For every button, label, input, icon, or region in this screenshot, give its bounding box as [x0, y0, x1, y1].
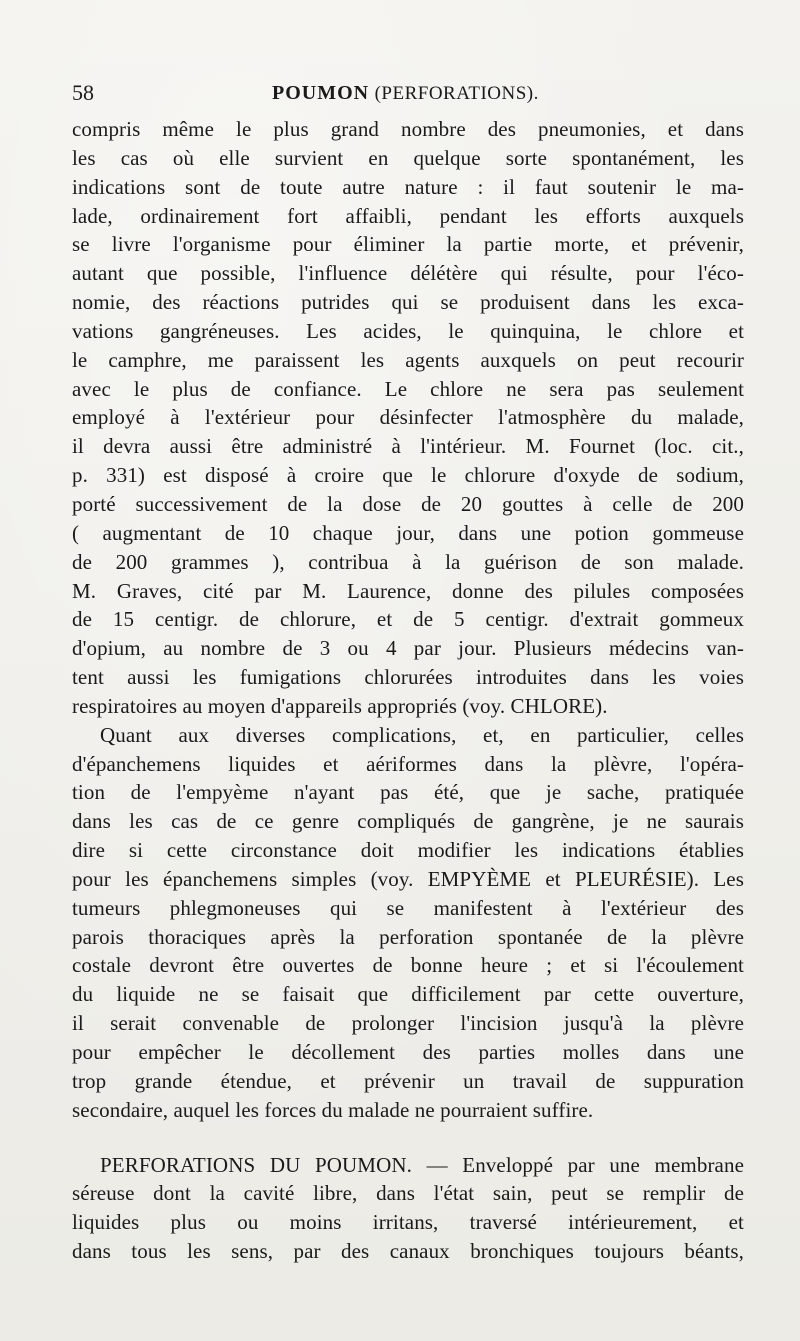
running-title-sub: (PERFORATIONS).	[374, 83, 539, 104]
text-line: d'opium, au nombre de 3 ou 4 par jour. Plusieurs médecins van-	[72, 636, 744, 661]
paragraph-treatment	[72, 115, 744, 721]
text-line: costale devront être ouvertes de bonne heure ; et si l'écoulement	[72, 953, 744, 978]
body-text	[72, 115, 744, 1266]
text-line: pour les épanchemens simples (voy. EMPYÈME et PLEURÉSIE). Les	[72, 866, 744, 891]
text-line: il devra aussi être administré à l'intérieur. M. Fournet (loc. cit.,	[72, 434, 744, 459]
running-title-main: POUMON	[272, 82, 370, 104]
text-line: de 200 grammes ), contribua à la guérison de son malade.	[72, 549, 744, 574]
text-line: M. Graves, cité par M. Laurence, donne des pilules composées	[72, 578, 744, 603]
text-line: du liquide ne se faisait que difficilement par cette ouverture,	[72, 982, 744, 1007]
section-gap	[72, 1125, 744, 1151]
text-line: le camphre, me paraissent les agents auxquels on peut recourir	[72, 347, 744, 372]
text-line: porté successivement de la dose de 20 gouttes à celle de 200	[72, 491, 744, 516]
text-line: il serait convenable de prolonger l'incision jusqu'à la plèvre	[72, 1011, 744, 1036]
paragraph-perforations	[72, 1151, 744, 1266]
running-head	[72, 78, 744, 110]
text-line: liquides plus ou moins irritans, traversé intérieurement, et	[72, 1210, 744, 1235]
text-line: indications sont de toute autre nature : il faut soutenir le ma-	[72, 174, 744, 199]
text-line: employé à l'extérieur pour désinfecter l'atmosphère du malade,	[72, 405, 744, 430]
text-line: compris même le plus grand nombre des pneumonies, et dans	[72, 117, 744, 141]
text-line: parois thoraciques après la perforation spontanée de la plèvre	[72, 924, 744, 949]
text-line: secondaire, auquel les forces du malade ne pourraient suffire.	[72, 1097, 594, 1122]
running-title	[272, 78, 539, 109]
text-line: autant que possible, l'influence délétère qui résulte, pour l'éco-	[72, 261, 744, 286]
text-line: lade, ordinairement fort affaibli, pendant les efforts auxquels	[72, 203, 744, 228]
text-line: tion de l'empyème n'ayant pas été, que je sache, pratiquée	[72, 780, 744, 805]
text-line: de 15 centigr. de chlorure, et de 5 centigr. d'extrait gommeux	[72, 607, 744, 632]
text-line: dire si cette circonstance doit modifier les indications établies	[72, 838, 744, 863]
page-number: 58	[72, 80, 94, 105]
text-line: vations gangréneuses. Les acides, le quinquina, le chlore et	[72, 318, 744, 343]
text-line: avec le plus de confiance. Le chlore ne sera pas seulement	[72, 376, 744, 401]
text-line: séreuse dont la cavité libre, dans l'état sain, peut se remplir de	[72, 1181, 744, 1206]
text-line: d'épanchemens liquides et aériformes dans la plèvre, l'opéra-	[72, 751, 744, 776]
text-line: se livre l'organisme pour éliminer la partie morte, et prévenir,	[72, 232, 744, 257]
text-line: ( augmentant de 10 chaque jour, dans une potion gommeuse	[72, 520, 744, 545]
text-line: PERFORATIONS DU POUMON. — Enveloppé par une membrane	[100, 1152, 744, 1177]
text-line: Quant aux diverses complications, et, en particulier, celles	[100, 722, 744, 747]
text-line: p. 331) est disposé à croire que le chlorure d'oxyde de sodium,	[72, 463, 744, 488]
text-line: tumeurs phlegmoneuses qui se manifestent à l'extérieur des	[72, 895, 744, 920]
text-line: dans tous les sens, par des canaux bronchiques toujours béants,	[72, 1239, 744, 1264]
text-line: nomie, des réactions putrides qui se produisent dans les exca-	[72, 290, 744, 315]
text-line: pour empêcher le décollement des parties molles dans une	[72, 1040, 744, 1064]
text-line: dans les cas de ce genre compliqués de gangrène, je ne saurais	[72, 809, 744, 834]
text-line: tent aussi les fumigations chlorurées introduites dans les voies	[72, 665, 744, 690]
text-line: trop grande étendue, et prévenir un travail de suppuration	[72, 1068, 744, 1093]
text-line: respiratoires au moyen d'appareils appropriés (voy. CHLORE).	[72, 693, 608, 718]
paragraph-complications	[72, 721, 744, 1125]
text-line: les cas où elle survient en quelque sorte spontanément, les	[72, 145, 744, 170]
